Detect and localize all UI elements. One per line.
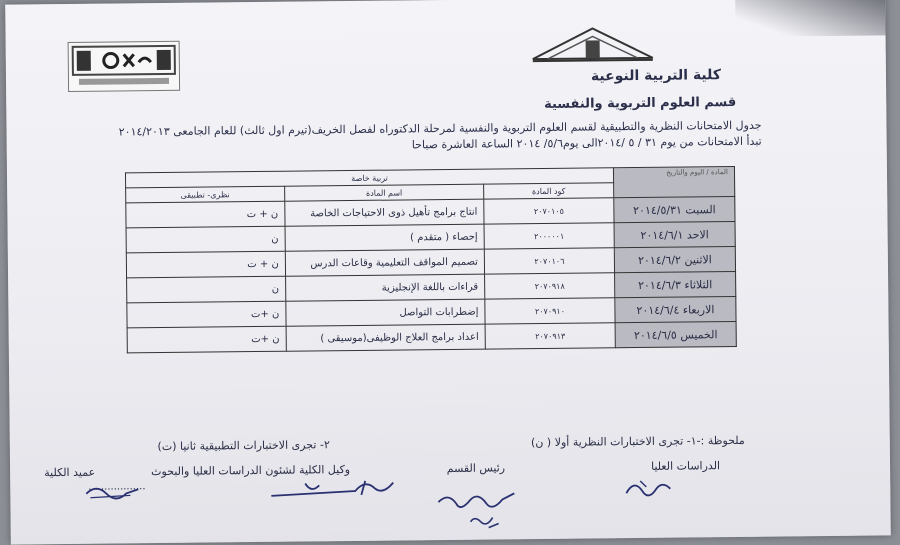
dean-signature-line: .................. [88,481,146,493]
row-day: الخميس ٢٠١٤/٦/٥ [615,321,736,347]
dean-signature [82,479,142,504]
corner-header: المادة / اليوم والتاريخ [613,166,734,197]
signature-label-dean: عميد الكلية [44,465,96,480]
row-subject: إحصاء ( متقدم ) [285,224,484,251]
row-type: ن +ت [127,301,286,328]
row-day: السبت ٢٠١٤/٥/٣١ [614,196,735,222]
col-name-header: اسم المادة [284,184,483,201]
department-name: قسم العلوم التربوية والنفسية [543,94,737,112]
row-type: ن +ت [127,326,286,353]
row-day: الاحد ٢٠١٤/٦/١ [614,221,735,247]
note-theory-first: ملحوظة :-١- تجرى الاختبارات النظرية أولا ( ن) [530,433,745,450]
exam-schedule-table [125,166,737,353]
signature-label-vice-dean: وكيل الكلية لشئون الدراسات العليا والبحوث [151,463,351,479]
row-type: ن + ت [126,251,285,278]
page-shadow [735,0,885,37]
signature-label-department-head: رئيس القسم [446,461,506,476]
col-type-header: نظرى- تطبيقى [126,186,285,203]
row-subject: اعداد برامج العلاج الوظيفى(موسيقى ) [286,324,485,351]
row-code: ٢٠٠٠٠٠١ [484,223,614,249]
college-logo-right [527,22,657,63]
signature-label-graduate-studies: الدراسات العليا [650,459,721,473]
document-page [5,0,891,545]
row-subject: انتاج برامج تأهيل ذوى الاحتياجات الخاصة [285,199,484,226]
row-day: الاربعاء ٢٠١٤/٦/٤ [615,296,736,322]
row-type: ن [126,226,285,253]
row-subject: قراءات باللغة الإنجليزية [285,274,484,301]
group-header: تربية خاصة [125,168,613,188]
vice-dean-signature [265,474,415,504]
table-row [127,321,736,352]
row-subject: تصميم المواقف التعليمية وقاعات الدرس [285,249,484,276]
row-day: الثلاثاء ٢٠١٤/٦/٣ [615,271,736,297]
graduate-studies-signature [620,473,680,504]
row-subject: إضطرابات التواصل [286,299,485,326]
university-logo-left [68,41,181,92]
col-code-header: كود المادة [484,183,614,199]
college-name: كلية التربية النوعية [590,67,722,85]
department-head-signature [430,481,531,536]
row-day: الاثنين ٢٠١٤/٦/٢ [614,246,735,272]
row-type: ن [127,276,286,303]
row-code: ٢٠٧٠١٠٦ [484,248,614,274]
row-code: ٢٠٧٠٩١٣ [485,323,615,349]
row-code: ٢٠٧٠٩١٨ [485,273,615,299]
row-code: ٢٠٧٠٩١٠ [485,298,615,324]
row-code: ٢٠٧٠١٠٥ [484,198,614,224]
schedule-title: جدول الامتحانات النظرية والتطبيقية لقسم العلوم التربوية والنفسية لمرحلة الدكتوراه لفصل الخريف(تيرم اول ثالث) للعام الجامعى ٢٠١٤/٢٠١٣ [118,118,762,139]
row-type: ن + ت [126,201,285,228]
exam-period: تبدأ الامتحانات من يوم ٣١ / ٥ /٢٠١٤الى يوم٥/٦/ ٢٠١٤ الساعة العاشرة صباحا [411,134,762,152]
note-practical-second: ٢- تجرى الاختبارات التطبيقية ثانيا (ت) [157,438,330,454]
